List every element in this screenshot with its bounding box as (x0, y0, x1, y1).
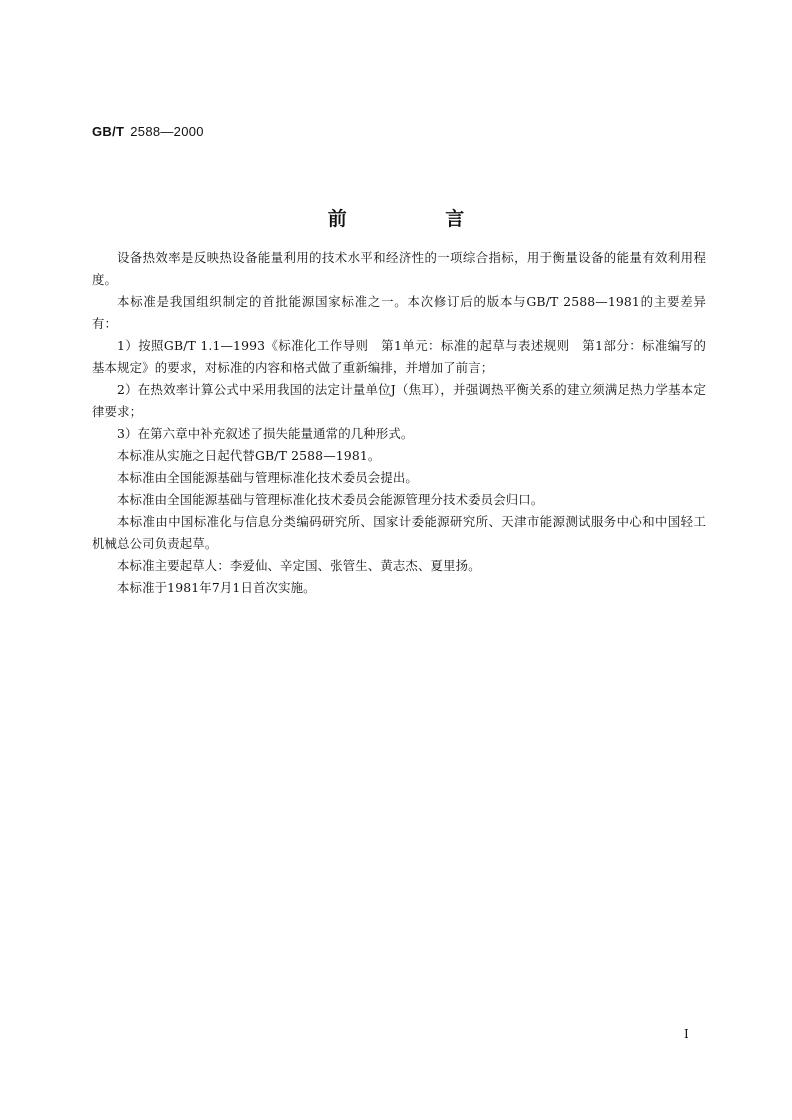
paragraph-differences-intro: 本标准是我国组织制定的首批能源国家标准之一。本次修订后的版本与GB/T 2588—1981的主要差异有： (92, 294, 706, 331)
standard-code (92, 124, 204, 139)
paragraph-replaces: 本标准从实施之日起代替GB/T 2588—1981。 (117, 448, 381, 463)
paragraph-first-implemented: 本标准于1981年7月1日首次实施。 (117, 580, 316, 595)
paragraph-proposed-by: 本标准由全国能源基础与管理标准化技术委员会提出。 (117, 470, 418, 485)
paragraph-under-jurisdiction: 本标准由全国能源基础与管理标准化技术委员会能源管理分技术委员会归口。 (117, 492, 544, 507)
paragraph-drafted-by: 本标准由中国标准化与信息分类编码研究所、国家计委能源研究所、天津市能源测试服务中心和中国轻工机械总公司负责起草。 (92, 514, 706, 551)
standard-code-number: 2588—2000 (130, 124, 204, 139)
page-number: I (684, 1027, 689, 1041)
list-item-2: 2）在热效率计算公式中采用我国的法定计量单位J（焦耳），并强调热平衡关系的建立须满足热力学基本定律要求； (92, 382, 706, 419)
paragraph-drafters: 本标准主要起草人：李爱仙、辛定国、张管生、黄志杰、夏里扬。 (117, 558, 481, 573)
standard-code-prefix: GB/T (92, 124, 125, 139)
foreword-body (92, 247, 706, 599)
list-item-1: 1）按照GB/T 1.1—1993《标准化工作导则 第1单元：标准的起草与表述规则 第1部分：标准编写的基本规定》的要求，对标准的内容和格式做了重新编排，并增加了前言； (92, 338, 706, 375)
page-title: 前 言 (327, 208, 511, 230)
paragraph-purpose: 设备热效率是反映热设备能量利用的技术水平和经济性的一项综合指标，用于衡量设备的能量有效利用程度。 (92, 250, 706, 287)
list-item-3: 3）在第六章中补充叙述了损失能量通常的几种形式。 (117, 426, 414, 441)
